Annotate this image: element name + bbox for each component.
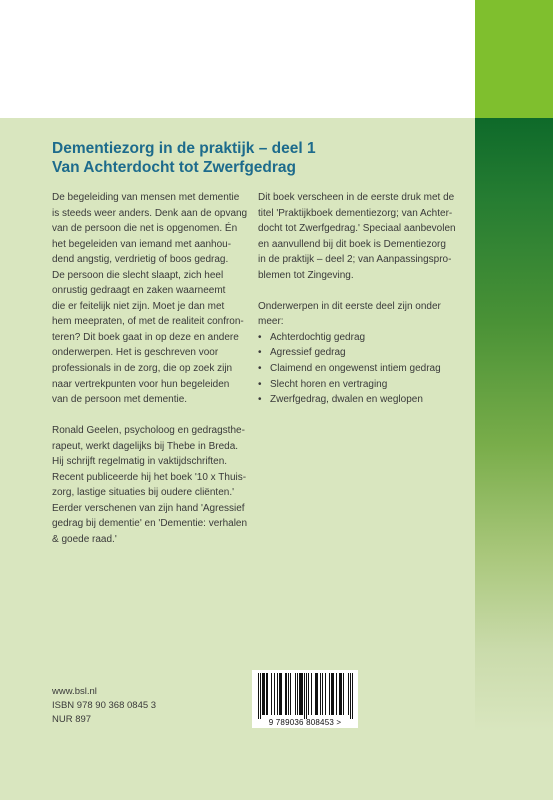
barcode-bar bbox=[336, 673, 337, 715]
barcode-bar bbox=[325, 673, 326, 715]
list-item bbox=[258, 361, 458, 377]
barcode-bar bbox=[316, 673, 317, 715]
text-line: Eerder verschenen van zijn hand 'Agressief bbox=[52, 502, 245, 514]
topic-label: Zwerfgedrag, dwalen en weglopen bbox=[270, 394, 423, 406]
text-line: Recent publiceerde hij het boek '10 x Thuis- bbox=[52, 471, 247, 483]
text-line: van de persoon die net is opgenomen. Én bbox=[52, 223, 238, 235]
text-line: Ronald Geelen, psycholoog en gedragsthe- bbox=[52, 425, 245, 437]
barcode-bar bbox=[339, 673, 340, 715]
book-subtitle: Van Achterdocht tot Zwerfgedrag bbox=[52, 159, 297, 176]
top-margin bbox=[0, 0, 475, 118]
list-item bbox=[258, 377, 458, 393]
text-line: hem meepraten, of met de realiteit confron- bbox=[52, 316, 244, 328]
barcode-bar bbox=[315, 673, 316, 715]
text-line: rapeut, werkt dagelijks bij Thebe in Breda. bbox=[52, 440, 239, 452]
barcode-bar bbox=[285, 673, 286, 715]
barcode-bar bbox=[329, 673, 330, 715]
barcode-bar bbox=[322, 673, 323, 715]
isbn-label: ISBN 978 90 368 0845 3 bbox=[52, 700, 157, 711]
text-line: van de persoon met dementie. bbox=[52, 394, 188, 406]
text-line: Onderwerpen in dit eerste deel zijn onder bbox=[258, 300, 441, 312]
text-line: professionals in de zorg, die op zoek zijn bbox=[52, 363, 233, 375]
text-line: onderwerpen. Het is geschreven voor bbox=[52, 347, 219, 359]
text-line: titel 'Praktijkboek dementiezorg; van Achter- bbox=[258, 207, 453, 219]
text-line: die er feitelijk niet zijn. Moet je dan met bbox=[52, 300, 225, 312]
barcode-bar bbox=[350, 673, 351, 719]
barcode-bar bbox=[308, 673, 309, 715]
barcode-bar bbox=[288, 673, 289, 715]
left-column bbox=[52, 190, 257, 548]
author-bio-paragraph bbox=[52, 423, 257, 547]
barcode-bar bbox=[271, 673, 272, 715]
barcode-bar bbox=[281, 673, 282, 715]
barcode-bar bbox=[300, 673, 301, 715]
barcode-bar bbox=[341, 673, 342, 715]
barcode-bar bbox=[320, 673, 321, 715]
topic-label: Slecht horen en vertraging bbox=[270, 378, 388, 390]
text-line: teren? Dit boek gaat in op deze en andere bbox=[52, 331, 239, 343]
barcode-digits: 9 789036 808453 > bbox=[268, 718, 342, 727]
edition-paragraph bbox=[258, 190, 458, 283]
right-column bbox=[258, 190, 458, 408]
barcode-bar bbox=[277, 673, 278, 715]
barcode-bar bbox=[332, 673, 333, 715]
barcode-bar bbox=[340, 673, 341, 715]
list-item bbox=[258, 330, 458, 346]
barcode-bar bbox=[306, 673, 307, 719]
barcode-bar bbox=[266, 673, 267, 715]
text-line: dend angstig, verdrietig of boos gedrag. bbox=[52, 254, 229, 266]
barcode-bar bbox=[279, 673, 280, 715]
barcode-bar bbox=[286, 673, 287, 715]
barcode-bar bbox=[299, 673, 300, 715]
isbn-barcode bbox=[252, 670, 358, 728]
topic-label: Achterdochtig gedrag bbox=[270, 331, 366, 343]
bullet-icon: • bbox=[258, 394, 262, 406]
text-line: Hij schrijft regelmatig in vaktijdschriften. bbox=[52, 456, 228, 468]
text-line: gedrag bij dementie' en 'Dementie: verhalen bbox=[52, 518, 248, 530]
text-line: De begeleiding van mensen met dementie bbox=[52, 192, 240, 203]
barcode-bar bbox=[302, 673, 303, 715]
nur-code: NUR 897 bbox=[52, 714, 92, 725]
text-line: het begeleiden van iemand met aanhou- bbox=[52, 238, 232, 250]
barcode-bar bbox=[333, 673, 334, 715]
barcode-bar bbox=[258, 673, 259, 719]
description-paragraph bbox=[52, 190, 257, 408]
book-title: Dementiezorg in de praktijk – deel 1 bbox=[52, 140, 316, 157]
barcode-bar bbox=[297, 673, 298, 715]
text-line: onrustig gedraagt en zaken waarneemt bbox=[52, 285, 226, 297]
text-line: blemen tot Zingeving. bbox=[258, 269, 354, 281]
barcode-bar bbox=[263, 673, 264, 715]
barcode-bar bbox=[280, 673, 281, 715]
text-line: in de praktijk – deel 2; van Aanpassingspro- bbox=[258, 254, 452, 266]
text-line: De persoon die slecht slaapt, zich heel bbox=[52, 269, 224, 281]
bullet-icon: • bbox=[258, 347, 262, 359]
topics-intro-paragraph bbox=[258, 299, 458, 330]
list-item bbox=[258, 345, 458, 361]
barcode-bar bbox=[267, 673, 268, 715]
text-line: Dit boek verscheen in de eerste druk met de bbox=[258, 192, 455, 203]
text-line: zorg, lastige situaties bij oudere cliënten.' bbox=[52, 487, 235, 499]
barcode-bar bbox=[262, 673, 263, 715]
topic-label: Agressief gedrag bbox=[270, 347, 346, 359]
topics-list bbox=[258, 330, 458, 408]
bullet-icon: • bbox=[258, 363, 262, 375]
text-line: & goede raad.' bbox=[52, 534, 117, 546]
barcode-bar bbox=[290, 673, 291, 715]
barcode-bar bbox=[264, 673, 265, 715]
top-accent-block bbox=[475, 0, 553, 118]
text-line: naar vertrekpunten voor hun begeleiden bbox=[52, 378, 230, 390]
paragraph-gap bbox=[52, 408, 257, 424]
barcode-bar bbox=[260, 673, 261, 719]
barcode-bar bbox=[352, 673, 353, 719]
barcode-bar bbox=[304, 673, 305, 719]
barcode-bar bbox=[348, 673, 349, 715]
text-line: meer: bbox=[258, 316, 284, 328]
barcode-bar bbox=[343, 673, 344, 715]
barcode-bar bbox=[317, 673, 318, 715]
publisher-website: www.bsl.nl bbox=[52, 686, 97, 697]
bullet-icon: • bbox=[258, 378, 262, 390]
barcode-bar bbox=[311, 673, 312, 715]
barcode-icon bbox=[252, 670, 358, 728]
text-line: docht tot Zwerfgedrag.' Speciaal aanbevolen bbox=[258, 223, 456, 235]
barcode-bar bbox=[295, 673, 296, 715]
gradient-side-strip bbox=[475, 118, 553, 800]
publisher-info bbox=[52, 685, 156, 727]
topic-label: Claimend en ongewenst intiem gedrag bbox=[270, 363, 441, 375]
paragraph-gap bbox=[258, 283, 458, 299]
barcode-bar bbox=[301, 673, 302, 715]
text-line: is steeds weer anders. Denk aan de opvang bbox=[52, 207, 248, 219]
text-line: en aanvullend bij dit boek is Dementiezorg bbox=[258, 238, 446, 250]
barcode-bar bbox=[331, 673, 332, 715]
barcode-bar bbox=[274, 673, 275, 715]
bullet-icon: • bbox=[258, 331, 262, 343]
list-item bbox=[258, 392, 458, 408]
